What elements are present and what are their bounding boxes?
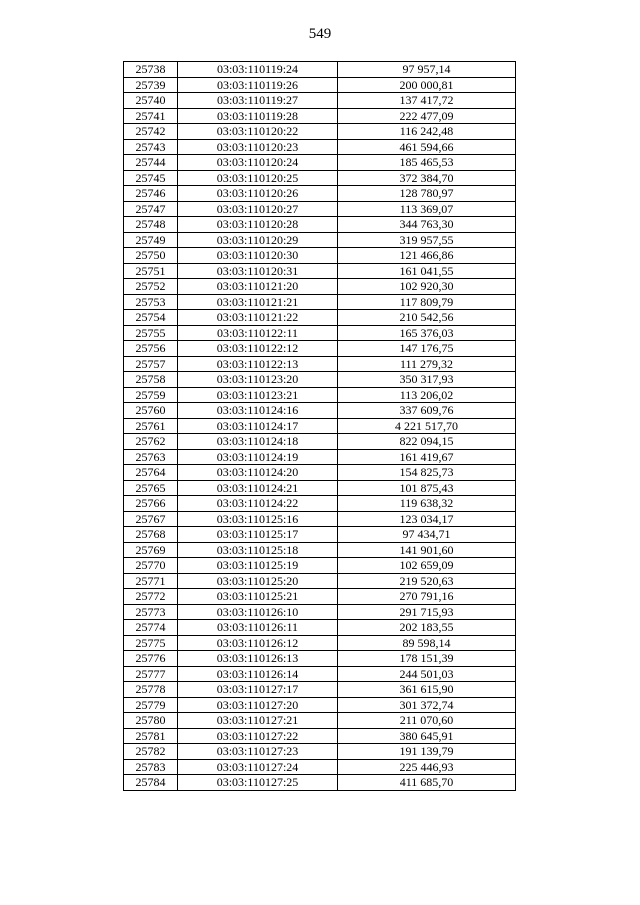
table-row [124,434,516,450]
cadastral-number-cell: 03:03:110124:20 [178,465,338,481]
cadastral-number-cell: 03:03:110125:16 [178,511,338,527]
row-number-cell: 25749 [124,232,178,248]
table-body [124,62,516,791]
value-cell: 291 715,93 [338,604,516,620]
cadastral-number-cell: 03:03:110121:22 [178,310,338,326]
table-row [124,759,516,775]
row-number-cell: 25739 [124,77,178,93]
value-cell: 225 446,93 [338,759,516,775]
cadastral-number-cell: 03:03:110124:17 [178,418,338,434]
table-row [124,465,516,481]
row-number-cell: 25767 [124,511,178,527]
row-number-cell: 25738 [124,62,178,78]
table-row [124,666,516,682]
table-row [124,124,516,140]
value-cell: 147 176,75 [338,341,516,357]
cadastral-number-cell: 03:03:110120:24 [178,155,338,171]
cadastral-number-cell: 03:03:110123:20 [178,372,338,388]
value-cell: 411 685,70 [338,775,516,791]
row-number-cell: 25770 [124,558,178,574]
row-number-cell: 25746 [124,186,178,202]
cadastral-number-cell: 03:03:110122:13 [178,356,338,372]
page-number: 549 [308,26,332,42]
table-row [124,527,516,543]
table-row [124,449,516,465]
value-cell: 113 206,02 [338,387,516,403]
cadastral-number-cell: 03:03:110120:29 [178,232,338,248]
value-cell: 822 094,15 [338,434,516,450]
row-number-cell: 25771 [124,573,178,589]
cadastral-number-cell: 03:03:110120:27 [178,201,338,217]
table-row [124,620,516,636]
cadastral-number-cell: 03:03:110126:10 [178,604,338,620]
value-cell: 141 901,60 [338,542,516,558]
table-row [124,232,516,248]
table-row [124,356,516,372]
table-row [124,263,516,279]
table-row [124,155,516,171]
table-row [124,279,516,295]
cadastral-number-cell: 03:03:110124:16 [178,403,338,419]
value-cell: 102 920,30 [338,279,516,295]
row-number-cell: 25759 [124,387,178,403]
value-cell: 219 520,63 [338,573,516,589]
row-number-cell: 25768 [124,527,178,543]
cadastral-number-cell: 03:03:110124:21 [178,480,338,496]
row-number-cell: 25756 [124,341,178,357]
value-cell: 178 151,39 [338,651,516,667]
table-row [124,341,516,357]
table-row [124,682,516,698]
row-number-cell: 25773 [124,604,178,620]
value-cell: 344 763,30 [338,217,516,233]
value-cell: 137 417,72 [338,93,516,109]
row-number-cell: 25753 [124,294,178,310]
table-row [124,728,516,744]
row-number-cell: 25769 [124,542,178,558]
value-cell: 123 034,17 [338,511,516,527]
row-number-cell: 25780 [124,713,178,729]
value-cell: 97 957,14 [338,62,516,78]
row-number-cell: 25755 [124,325,178,341]
table-row [124,372,516,388]
value-cell: 128 780,97 [338,186,516,202]
value-cell: 4 221 517,70 [338,418,516,434]
value-cell: 301 372,74 [338,697,516,713]
cadastral-number-cell: 03:03:110127:25 [178,775,338,791]
cadastral-number-cell: 03:03:110120:28 [178,217,338,233]
row-number-cell: 25783 [124,759,178,775]
cadastral-number-cell: 03:03:110122:11 [178,325,338,341]
table-row [124,697,516,713]
table-row [124,186,516,202]
cadastral-number-cell: 03:03:110119:26 [178,77,338,93]
table-row [124,418,516,434]
row-number-cell: 25742 [124,124,178,140]
row-number-cell: 25740 [124,93,178,109]
value-cell: 89 598,14 [338,635,516,651]
table-row [124,589,516,605]
row-number-cell: 25772 [124,589,178,605]
value-cell: 361 615,90 [338,682,516,698]
cadastral-number-cell: 03:03:110121:21 [178,294,338,310]
row-number-cell: 25776 [124,651,178,667]
value-cell: 319 957,55 [338,232,516,248]
value-cell: 200 000,81 [338,77,516,93]
value-cell: 350 317,93 [338,372,516,388]
table-row [124,108,516,124]
row-number-cell: 25750 [124,248,178,264]
value-cell: 461 594,66 [338,139,516,155]
value-cell: 165 376,03 [338,325,516,341]
data-table [123,61,516,791]
row-number-cell: 25760 [124,403,178,419]
table-row [124,139,516,155]
row-number-cell: 25763 [124,449,178,465]
value-cell: 161 041,55 [338,263,516,279]
row-number-cell: 25751 [124,263,178,279]
value-cell: 119 638,32 [338,496,516,512]
table-row [124,744,516,760]
table-row [124,310,516,326]
cadastral-number-cell: 03:03:110127:23 [178,744,338,760]
row-number-cell: 25748 [124,217,178,233]
value-cell: 210 542,56 [338,310,516,326]
table-row [124,480,516,496]
cadastral-number-cell: 03:03:110120:23 [178,139,338,155]
cadastral-number-cell: 03:03:110120:25 [178,170,338,186]
cadastral-number-cell: 03:03:110120:30 [178,248,338,264]
cadastral-number-cell: 03:03:110127:24 [178,759,338,775]
table-row [124,775,516,791]
table-row [124,217,516,233]
row-number-cell: 25781 [124,728,178,744]
table-row [124,713,516,729]
row-number-cell: 25764 [124,465,178,481]
cadastral-number-cell: 03:03:110124:22 [178,496,338,512]
row-number-cell: 25779 [124,697,178,713]
cadastral-number-cell: 03:03:110126:12 [178,635,338,651]
row-number-cell: 25743 [124,139,178,155]
value-cell: 121 466,86 [338,248,516,264]
cadastral-number-cell: 03:03:110119:27 [178,93,338,109]
row-number-cell: 25752 [124,279,178,295]
row-number-cell: 25754 [124,310,178,326]
cadastral-number-cell: 03:03:110127:20 [178,697,338,713]
value-cell: 113 369,07 [338,201,516,217]
value-cell: 337 609,76 [338,403,516,419]
cadastral-number-cell: 03:03:110125:20 [178,573,338,589]
table-row [124,573,516,589]
value-cell: 270 791,16 [338,589,516,605]
value-cell: 380 645,91 [338,728,516,744]
table-row [124,77,516,93]
table-row [124,511,516,527]
value-cell: 97 434,71 [338,527,516,543]
cadastral-number-cell: 03:03:110125:19 [178,558,338,574]
value-cell: 211 070,60 [338,713,516,729]
cadastral-number-cell: 03:03:110119:24 [178,62,338,78]
row-number-cell: 25777 [124,666,178,682]
value-cell: 222 477,09 [338,108,516,124]
value-cell: 185 465,53 [338,155,516,171]
table-row [124,325,516,341]
row-number-cell: 25757 [124,356,178,372]
cadastral-number-cell: 03:03:110120:22 [178,124,338,140]
row-number-cell: 25766 [124,496,178,512]
cadastral-number-cell: 03:03:110125:17 [178,527,338,543]
cadastral-number-cell: 03:03:110125:21 [178,589,338,605]
value-cell: 101 875,43 [338,480,516,496]
cadastral-number-cell: 03:03:110123:21 [178,387,338,403]
table-row [124,496,516,512]
table-row [124,93,516,109]
row-number-cell: 25745 [124,170,178,186]
row-number-cell: 25747 [124,201,178,217]
row-number-cell: 25784 [124,775,178,791]
cadastral-number-cell: 03:03:110127:22 [178,728,338,744]
table-row [124,651,516,667]
row-number-cell: 25758 [124,372,178,388]
cadastral-number-cell: 03:03:110119:28 [178,108,338,124]
table-row [124,635,516,651]
value-cell: 111 279,32 [338,356,516,372]
value-cell: 191 139,79 [338,744,516,760]
row-number-cell: 25774 [124,620,178,636]
value-cell: 372 384,70 [338,170,516,186]
value-cell: 116 242,48 [338,124,516,140]
cadastral-number-cell: 03:03:110124:19 [178,449,338,465]
row-number-cell: 25778 [124,682,178,698]
table-row [124,387,516,403]
cadastral-number-cell: 03:03:110121:20 [178,279,338,295]
table-row [124,294,516,310]
cadastral-number-cell: 03:03:110127:17 [178,682,338,698]
cadastral-number-cell: 03:03:110122:12 [178,341,338,357]
value-cell: 244 501,03 [338,666,516,682]
table-row [124,403,516,419]
table-row [124,542,516,558]
cadastral-number-cell: 03:03:110125:18 [178,542,338,558]
value-cell: 202 183,55 [338,620,516,636]
cadastral-number-cell: 03:03:110120:26 [178,186,338,202]
cadastral-number-cell: 03:03:110126:11 [178,620,338,636]
cadastral-number-cell: 03:03:110126:14 [178,666,338,682]
value-cell: 102 659,09 [338,558,516,574]
row-number-cell: 25765 [124,480,178,496]
row-number-cell: 25775 [124,635,178,651]
cadastral-number-cell: 03:03:110126:13 [178,651,338,667]
table-row [124,248,516,264]
value-cell: 161 419,67 [338,449,516,465]
table-row [124,604,516,620]
row-number-cell: 25762 [124,434,178,450]
table-row [124,62,516,78]
table-row [124,170,516,186]
cadastral-number-cell: 03:03:110124:18 [178,434,338,450]
row-number-cell: 25761 [124,418,178,434]
value-cell: 154 825,73 [338,465,516,481]
value-cell: 117 809,79 [338,294,516,310]
row-number-cell: 25744 [124,155,178,171]
table-row [124,558,516,574]
cadastral-number-cell: 03:03:110120:31 [178,263,338,279]
row-number-cell: 25741 [124,108,178,124]
row-number-cell: 25782 [124,744,178,760]
table-row [124,201,516,217]
cadastral-number-cell: 03:03:110127:21 [178,713,338,729]
